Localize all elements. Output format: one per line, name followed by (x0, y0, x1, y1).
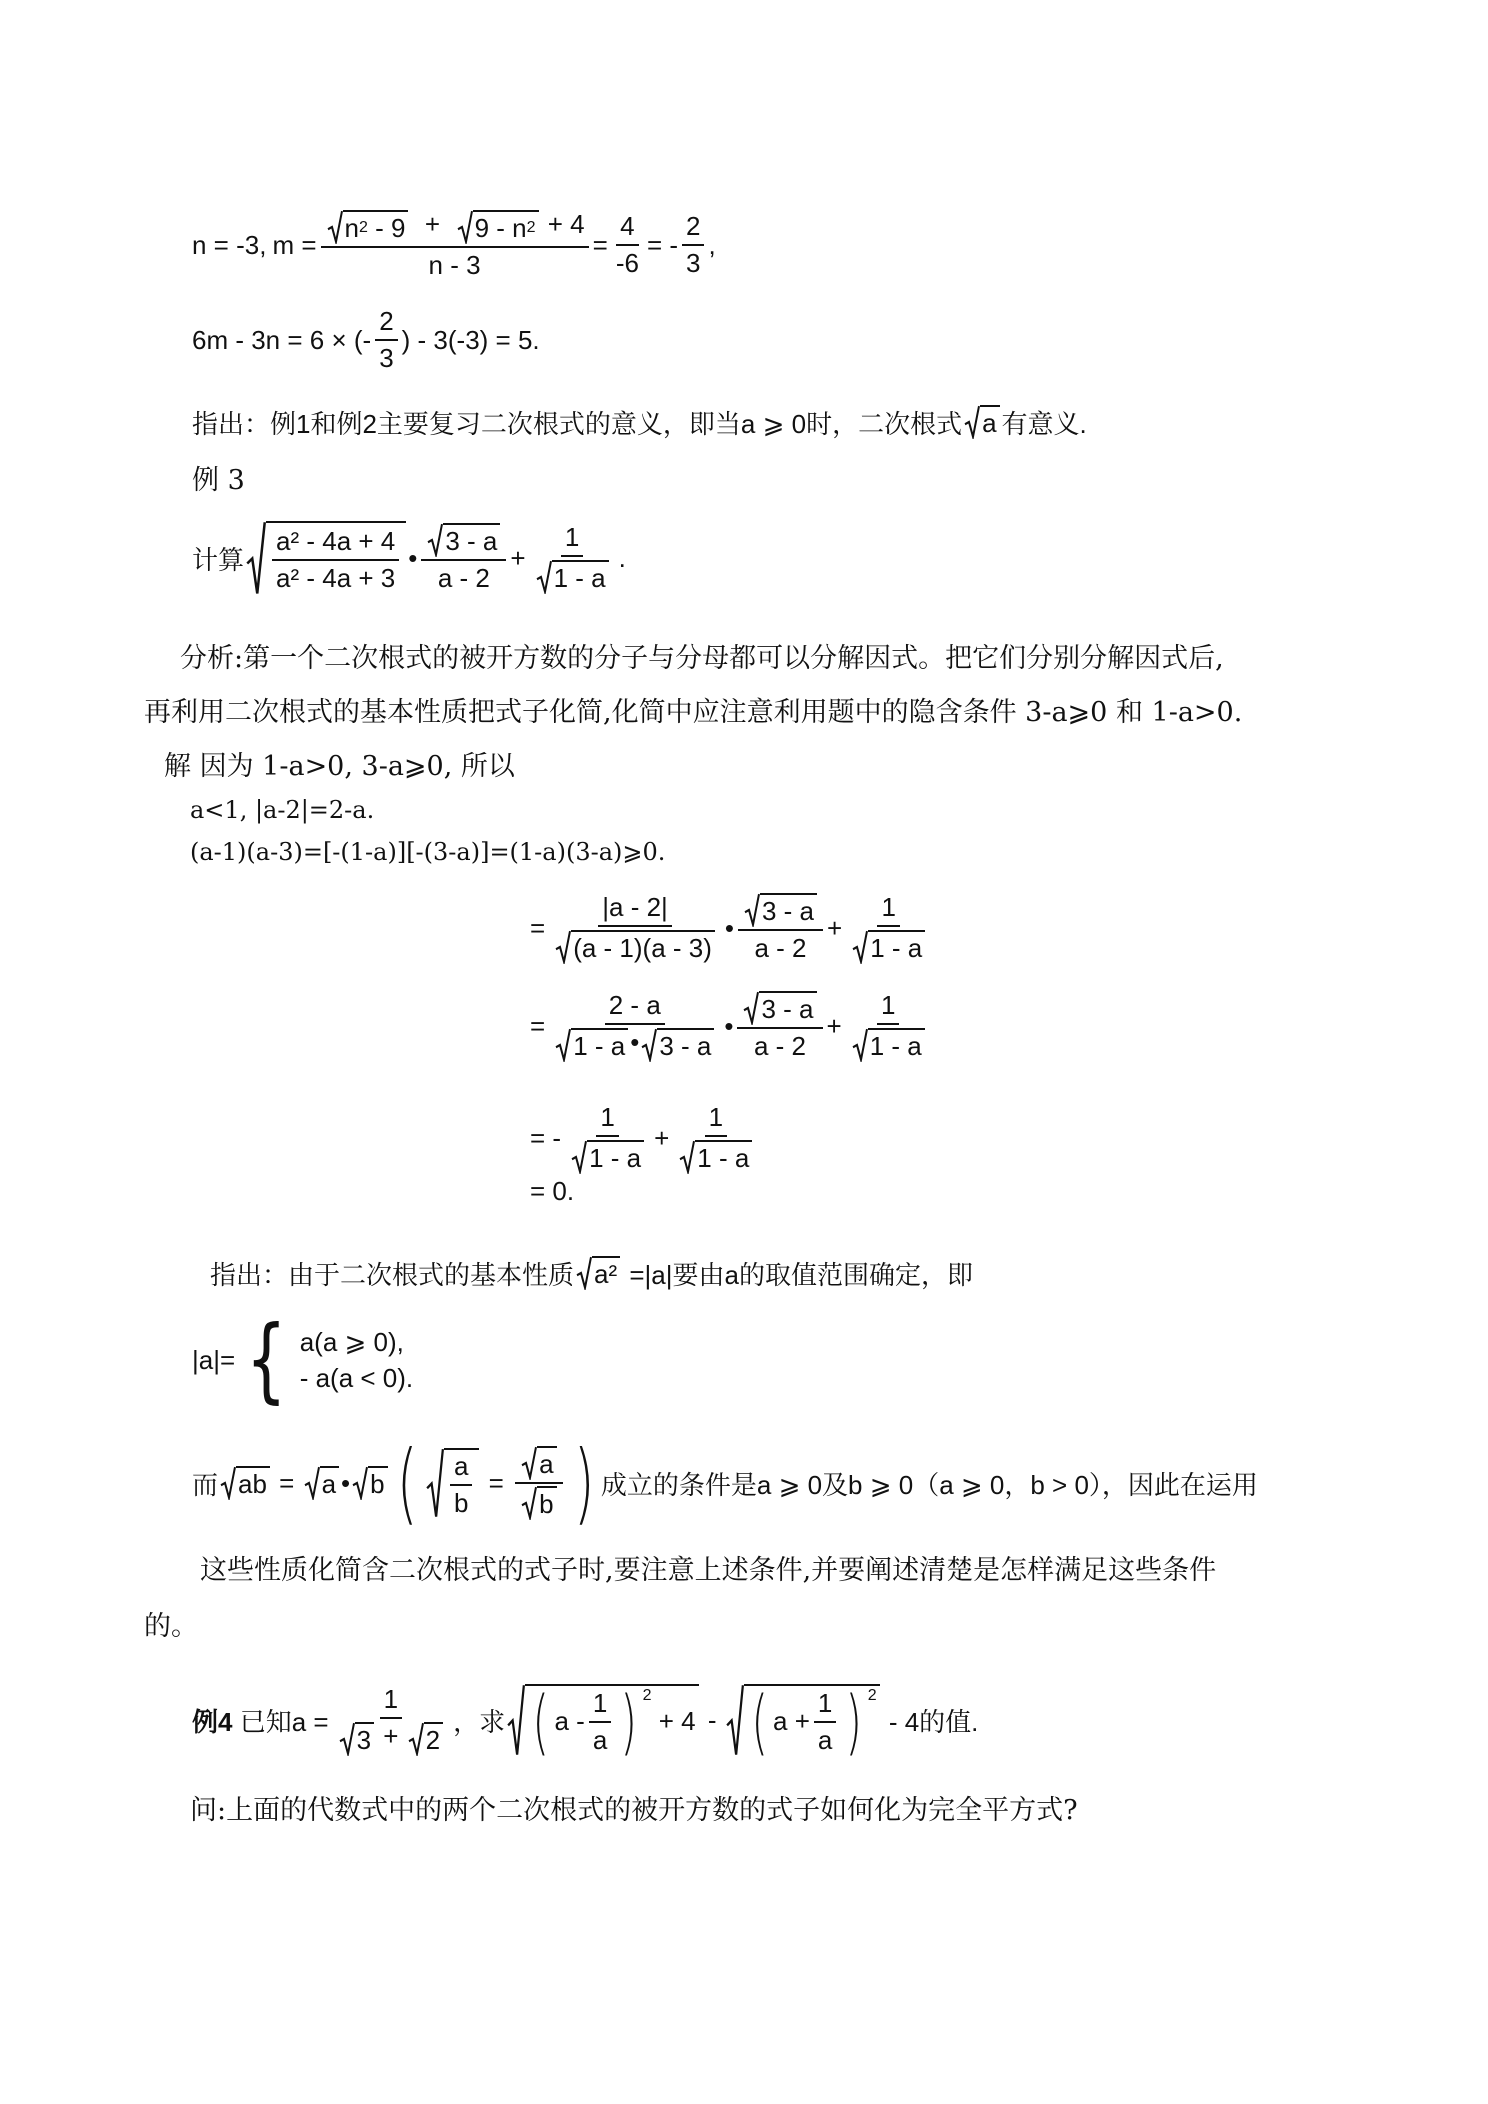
solution-line-1: 解 因为 1-a>0, 3-a⩾0, 所以 (164, 751, 515, 782)
note-absolute-value: 指出：由于二次根式的基本性质 a² =|a|要由a的取值范围确定，即 (210, 1250, 973, 1296)
formula-6m-3n: 6m - 3n = 6 × (- $\frac{2}{3}$ ) - 3(-3) = 5. (192, 306, 540, 373)
m-fraction: n 2 - 9 + 9 - n 2 + 4 n - 3 (321, 209, 589, 280)
example-3-problem: 计算 $\frac{\text{a² - 4a + 4}}{\text{a² - 4a + 3}}$ • $\frac{3 - a}{a - 2}$ + $\frac{1}{1 - a}$ . (192, 510, 626, 606)
note-continued-1: 这些性质化简含二次根式的式子时,要注意上述条件,并要阐述清楚是怎样满足这些条件 (200, 1555, 1217, 1586)
example-4-problem: 例4 已知a = 1 3 + 2 ，求 ( a - $\frac{1}{a}$ ) 2 + 4 - ( a + $\frac{1}{a}$ ) 2 - 4的值. (192, 1680, 979, 1763)
example-3-title: 例 3 (192, 465, 245, 496)
note-example-1-2: 指出：例1和例2主要复习二次根式的意义，即当a ⩾ 0时，二次根式 a 有意义. (192, 400, 1087, 444)
note-product-rule: 而 ab = a • b ( $\frac{a}{b}$ = $\frac{a}{b}$ ) 成立的条件是a ⩾ 0及b ⩾ 0（a ⩾ 0，b > 0），因此在运用 (192, 1431, 1258, 1534)
question-line: 问:上面的代数式中的两个二次根式的被开方数的式子如何化为完全平方式? (190, 1795, 1078, 1826)
note-continued-2: 的。 (144, 1611, 198, 1642)
n-value-text: n = -3, (192, 229, 267, 260)
solution-step-2: = 2 - a 1 - a • 3 - a • $\frac{3 - a}{a - 2}$ + $\frac{1}{1 - a}$ (530, 980, 935, 1072)
solution-step-3: = - $\frac{1}{1 - a}$ + $\frac{1}{1 - a}$ (530, 1092, 762, 1184)
formula-m-value: n = -3, m = n 2 - 9 + 9 - n 2 + 4 n - 3 = $\frac{4}{-6}$ = - $\frac{2}{3}$ , (192, 209, 716, 280)
solution-step-1: = $\frac{|a - 2|}{(a - 1)(a - 3)}$ • $\frac{3 - a}{a - 2}$ + $\frac{1}{1 - a}$ (530, 882, 935, 974)
analysis-line-2: 再利用二次根式的基本性质把式子化简,化简中应注意利用题中的隐含条件 3-a⩾0 和 1-a>0. (144, 697, 1243, 728)
solution-line-3: (a-1)(a-3)=[-(1-a)][-(3-a)]=(1-a)(3-a)⩾0. (190, 838, 666, 866)
analysis-line-1: 分析:第一个二次根式的被开方数的分子与分母都可以分解因式。把它们分别分解因式后, (180, 643, 1224, 674)
solution-line-2: a<1, |a-2|=2-a. (190, 796, 375, 824)
solution-step-4: = 0. (530, 1176, 575, 1206)
m-label: m = (272, 229, 317, 260)
abs-piecewise: |a|= { a(a ⩾ 0), - a(a < 0). (192, 1306, 414, 1414)
